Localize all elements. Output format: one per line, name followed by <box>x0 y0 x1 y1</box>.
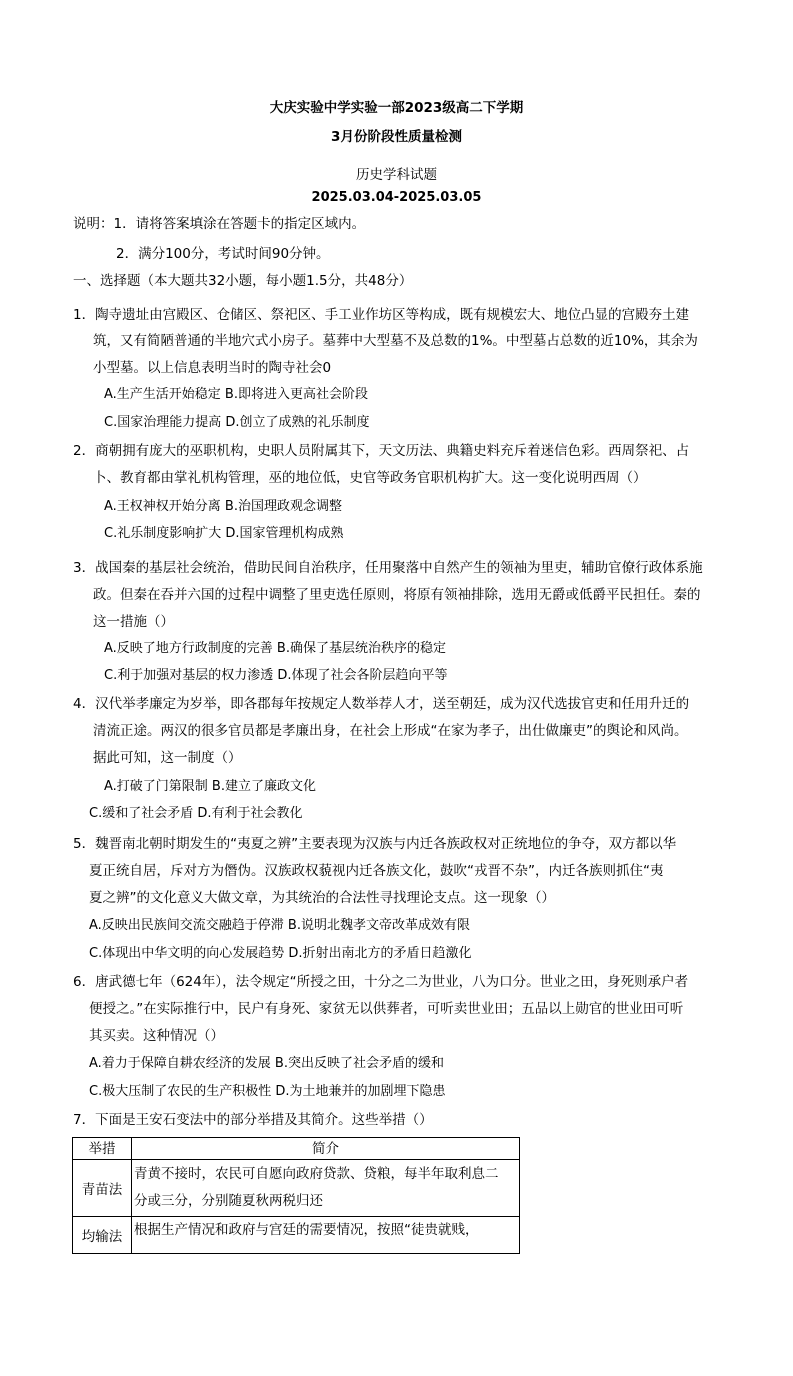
question-3-options-cd: C.利于加强对基层的权力渗透 D.体现了社会各阶层趋向平等 <box>104 668 448 683</box>
question-3-line-1: 3．战国秦的基层社会统治，借助民间自治秩序，任用聚落中自然产生的领袖为里吏，辅助官僚行政体系施 <box>73 560 703 576</box>
table-cell-summary-line: 分或三分，分别随夏秋两税归还 <box>134 1193 323 1209</box>
question-6-options-cd: C.极大压制了农民的生产积极性 D.为土地兼并的加剧埋下隐患 <box>89 1084 446 1099</box>
table-cell-measure: 均输法 <box>73 1217 132 1254</box>
table-row <box>73 1217 520 1254</box>
question-4-options-ab: A.打破了门第限制 B.建立了廉政文化 <box>104 779 316 794</box>
table-row <box>73 1160 520 1217</box>
question-1-options-cd: C.国家治理能力提高 D.创立了成熟的礼乐制度 <box>104 415 370 430</box>
question-1-options-ab: A.生产生活开始稳定 B.即将进入更高社会阶段 <box>104 387 368 402</box>
question-4-line-1: 4．汉代举孝廉定为岁举，即各郡每年按规定人数举荐人才，送至朝廷，成为汉代选拔官吏和任用升迁的 <box>73 696 690 712</box>
school-title: 大庆实验中学实验一部2023级高二下学期 <box>269 100 524 116</box>
question-1-line-3: 小型墓。以上信息表明当时的陶寺社会0 <box>93 360 332 376</box>
reform-measures-table <box>72 1137 520 1254</box>
exam-title: 3月份阶段性质量检测 <box>331 129 462 145</box>
question-5-options-ab: A.反映出民族间交流交融趋于停滞 B.说明北魏孝文帝改革成效有限 <box>89 918 470 933</box>
question-1-line-1: 1．陶寺遗址由宫殿区、仓储区、祭祀区、手工业作坊区等构成，既有规模宏大、地位凸显的宫殿夯土建 <box>73 307 690 323</box>
question-3-line-2: 政。但秦在吞并六国的过程中调整了里吏选任原则，将原有领袖排除，选用无爵或低爵平民担任。秦的 <box>93 587 701 603</box>
question-2-options-ab: A.王权神权开始分离 B.治国理政观念调整 <box>104 499 342 514</box>
exam-dates: 2025.03.04-2025.03.05 <box>311 190 482 205</box>
question-6-line-2: 便授之。”在实际推行中，民户有身死、家贫无以供葬者，可听卖世业田；五品以上勋官的世业田可听 <box>89 1001 684 1017</box>
question-2-line-2: 卜、教育都由掌礼机构管理，巫的地位低，史官等政务官职机构扩大。这一变化说明西周（） <box>93 470 647 486</box>
question-6-line-3: 其买卖。这种情况（） <box>89 1028 224 1044</box>
table-cell-summary-line: 青黄不接时，农民可自愿向政府贷款、贷粮，每半年取利息二 <box>134 1166 499 1182</box>
note-line-1: 说明：1．请将答案填涂在答题卡的指定区域内。 <box>73 216 366 232</box>
question-4-options-cd: C.缓和了社会矛盾 D.有利于社会教化 <box>89 806 303 821</box>
question-5-options-cd: C.体现出中华文明的向心发展趋势 D.折射出南北方的矛盾日趋激化 <box>89 946 472 961</box>
subject-title: 历史学科试题 <box>356 167 437 183</box>
table-cell-measure: 青苗法 <box>73 1160 132 1217</box>
question-4-line-3: 据此可知，这一制度（） <box>93 750 242 766</box>
table-cell-summary-line: 根据生产情况和政府与宫廷的需要情况，按照“徒贵就贱， <box>134 1222 479 1238</box>
question-3-line-3: 这一措施（） <box>93 614 174 630</box>
question-3-options-ab: A.反映了地方行政制度的完善 B.确保了基层统治秩序的稳定 <box>104 641 446 656</box>
table-header-summary: 简介 <box>132 1138 520 1160</box>
table-header-measure: 举措 <box>73 1138 132 1160</box>
question-5-line-2: 夏正统自居，斥对方为僭伪。汉族政权藐视内迁各族文化，鼓吹“戎晋不杂”，内迁各族则抓住“夷 <box>89 863 664 879</box>
question-4-line-2: 清流正途。两汉的很多官员都是孝廉出身，在社会上形成“在家为孝子，出仕做廉吏”的舆论和风尚。 <box>93 723 688 739</box>
question-2-line-1: 2．商朝拥有庞大的巫职机构，史职人员附属其下，天文历法、典籍史料充斥着迷信色彩。西周祭祀、占 <box>73 443 690 459</box>
table-header-row <box>73 1138 520 1160</box>
section-title: 一、选择题（本大题共32小题，每小题1.5分，共48分） <box>73 273 413 289</box>
question-7-line-1: 7．下面是王安石变法中的部分举措及其简介。这些举措（） <box>73 1112 433 1128</box>
question-1-line-2: 筑，又有简陋普通的半地穴式小房子。墓葬中大型墓不及总数的1%。中型墓占总数的近10%，其余为 <box>93 333 698 349</box>
question-2-options-cd: C.礼乐制度影响扩大 D.国家管理机构成熟 <box>104 526 344 541</box>
note-line-2: 2．满分100分，考试时间90分钟。 <box>116 246 330 262</box>
question-6-options-ab: A.着力于保障自耕农经济的发展 B.突出反映了社会矛盾的缓和 <box>89 1056 444 1071</box>
question-6-line-1: 6．唐武德七年（624年），法令规定“所授之田，十分之二为世业，八为口分。世业之田，身死则承户者 <box>73 974 689 990</box>
table-cell-summary <box>132 1217 520 1254</box>
question-5-line-3: 夏之辨”的文化意义大做文章，为其统治的合法性寻找理论支点。这一现象（） <box>89 890 555 906</box>
table-cell-summary <box>132 1160 520 1217</box>
question-5-line-1: 5．魏晋南北朝时期发生的“夷夏之辨”主要表现为汉族与内迁各族政权对正统地位的争夺，双方都以华 <box>73 836 677 852</box>
